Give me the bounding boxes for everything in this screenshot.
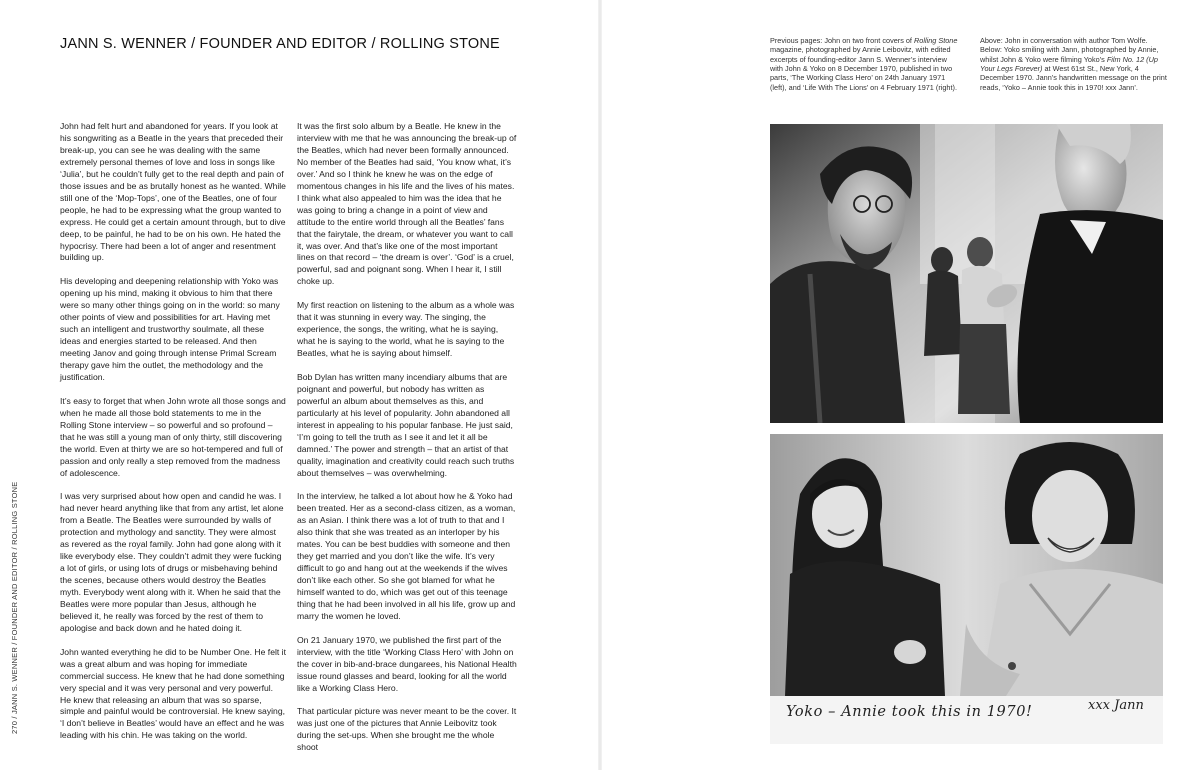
caption-above-below: [980, 36, 1168, 92]
paragraph: John had felt hurt and abandoned for years. If you look at his songwriting as a Beatle in the years that preceded their break-up, you can see he was dealing with the same extremely personal themes of love and loss in songs like ‘Julia’, but he couldn’t fully get to the real depth and pain of those issues and be as brutally honest as he wanted. While still one of the ‘Mop-Tops’, one of the Beatles, one of four people, he had to be expressing what the group wanted to express. He could get a certain amount through, but to dive deep, to be painful, he had to be on his own. He hated the hypocrisy. There had been a lot of anger and resentment building up.: [60, 121, 286, 263]
paragraph: My first reaction on listening to the album as a whole was that it was stunning in every way. The singing, the experience, the songs, the writing, what he is saying, what he is saying to the world, what he is saying to the Beatles, what he is saying about himself.: [297, 300, 515, 359]
caption-text: magazine, photographed by Annie Leibovitz, with edited excerpts of founding-editor Jann S. Wenner’s interview with John & Yoko on 8 December 1970, published in two parts, ‘The Working Class Hero’ on 24th January 1971 (left), and ‘Life With The Lions’ on 4 February 1971 (right).: [770, 45, 957, 92]
handwritten-note: Yoko – Annie took this in 1970!: [786, 704, 1033, 720]
bw-photo-yoko-ono-jann-wenner-icon: [770, 434, 1163, 744]
paragraph: John wanted everything he did to be Number One. He felt it was a great album and was hoping for immediate commercial success. He knew that he had done something very special and it was very personal and very powerful. He knew that releasing an album that was so sparse, simple and painful would be controversial. He knew saying, ‘I don’t believe in Beatles’ would have an effect and he was leading with his chin. He was taking on the world.: [60, 646, 286, 741]
folio-vertical: 270 / JANN S. WENNER / FOUNDER AND EDITOR / ROLLING STONE: [10, 481, 19, 734]
text-column-2: [297, 121, 517, 766]
text-column-1: [60, 121, 286, 754]
running-title: JANN S. WENNER / FOUNDER AND EDITOR / ROLLING STONE: [60, 36, 500, 52]
paragraph: In the interview, he talked a lot about how he & Yoko had been treated. Her as a second-class citizen, as a woman, as an Asian. I think there was a lot of truth to that and I also think that she was treated as an interloper by his mates. You can be best buddies with someone and then they get married and you don’t like the wife. It’s very difficult to go and hang out at the weekends if the wives don’t like each other. So she got blamed for what he himself wanted to do, which was get out of this teenage thing that he had been involved in all his life, grow up and marry the women he loved.: [297, 491, 516, 621]
caption-previous-pages: [770, 36, 958, 92]
paragraph: It’s easy to forget that when John wrote all those songs and when he made all those bold statements to me in the Rolling Stone interview – so powerful and so profound – that he was still a young man of only thirty, still discovering the world. Even at thirty we are so hot-tempered and full of passion and only really a step removed from the madness of adolescence.: [60, 395, 286, 478]
paragraph: Bob Dylan has written many incendiary albums that are poignant and powerful, but nobody has written as powerful an album about themselves as this, and particularly at his level of popularity. John abandoned all interest in appealing to his popular fanbase. He just said, ‘I’m going to tell the truth as I see it and let it all be damned.’ The power and strength – that an artist of that quality, imagination and creativity could reach such truths about themselves – was overwhelming.: [297, 371, 515, 478]
paragraph: That particular picture was never meant to be the cover. It was just one of the pictures that Annie Leibovitz took during the set-ups. When she brought me the whole shoot: [297, 706, 517, 753]
caption-text: at West 61st St., New York, 4 December 1970. Jann’s handwritten message on the print reads, ‘Yoko – Annie took this in 1970! xxx Jann’.: [980, 64, 1167, 92]
caption-italic: Rolling Stone: [914, 36, 958, 45]
right-page: [600, 0, 1200, 770]
paragraph: His developing and deepening relationship with Yoko was opening up his mind, making it obvious to him that there were so many other things going on in the world: so many other points of view and possibilities for art. Having met such an intelligent and trustworthy soulmate, all these ideas and energies started to be released. And then meeting Janov and going through intense Primal Scream therapy gave him the outlet, the methodology and the justification.: [60, 276, 280, 382]
caption-text: Previous pages: John on two front covers of: [770, 36, 914, 45]
photo-top-illustration: [770, 124, 1163, 423]
handwritten-signature: xxx Jann: [1088, 698, 1144, 713]
caption-text: Above: John in conversation with author Tom Wolfe. Below: Yoko smiling with Jann, photographed by Annie, whilst John & Yoko were filming Yoko’s: [980, 36, 1159, 64]
paragraph: I was very surprised about how open and candid he was. I had never heard anything like that from any artist, let alone from a Beatle. The Beatles were surrounded by walls of protection and mythology and sanctity. They were almost as revered as the royal family. John had gone along with it like everybody else. They couldn’t admit they were fucking a lot of girls, or using lots of drugs or misbehaving behind the scenes, because others would destroy the Beatles myth. Everybody went along with it. When he said that the Beatles were more popular than Jesus, although he believed it, he really was forced by the rest of them to apologise and back down and he hated doing it.: [60, 491, 284, 633]
paragraph: It was the first solo album by a Beatle. He knew in the interview with me that he was announcing the break-up of the Beatles, which had never been formally announced. No member of the Beatles had said, ‘You know what, it’s over.’ And so I think he knew he was on the edge of momentous changes in his life and the lives of his mates. I think what also appealed to him was the idea that he was going to bring a change in a point of view and attitude to the entire world through all the Beatles’ fans that the fairytale, the dream, or whatever you want to call it, was over. And that’s like one of the most important lines on that record – ‘the dream is over’. ‘God’ is a cruel, powerful, sad and poignant song. When I hear it, I still choke up.: [297, 121, 517, 287]
caption-italic: Film No. 12 (Up Your Legs Forever): [980, 54, 1158, 74]
bw-photo-john-lennon-tom-wolfe-icon: [770, 124, 1163, 423]
paragraph: On 21 January 1970, we published the first part of the interview, with the title ‘Working Class Hero’ with John on the cover in bib-and-brace dungarees, his National Health issue round glasses and beard, looking for all the world like a Working Class Hero.: [297, 634, 517, 693]
